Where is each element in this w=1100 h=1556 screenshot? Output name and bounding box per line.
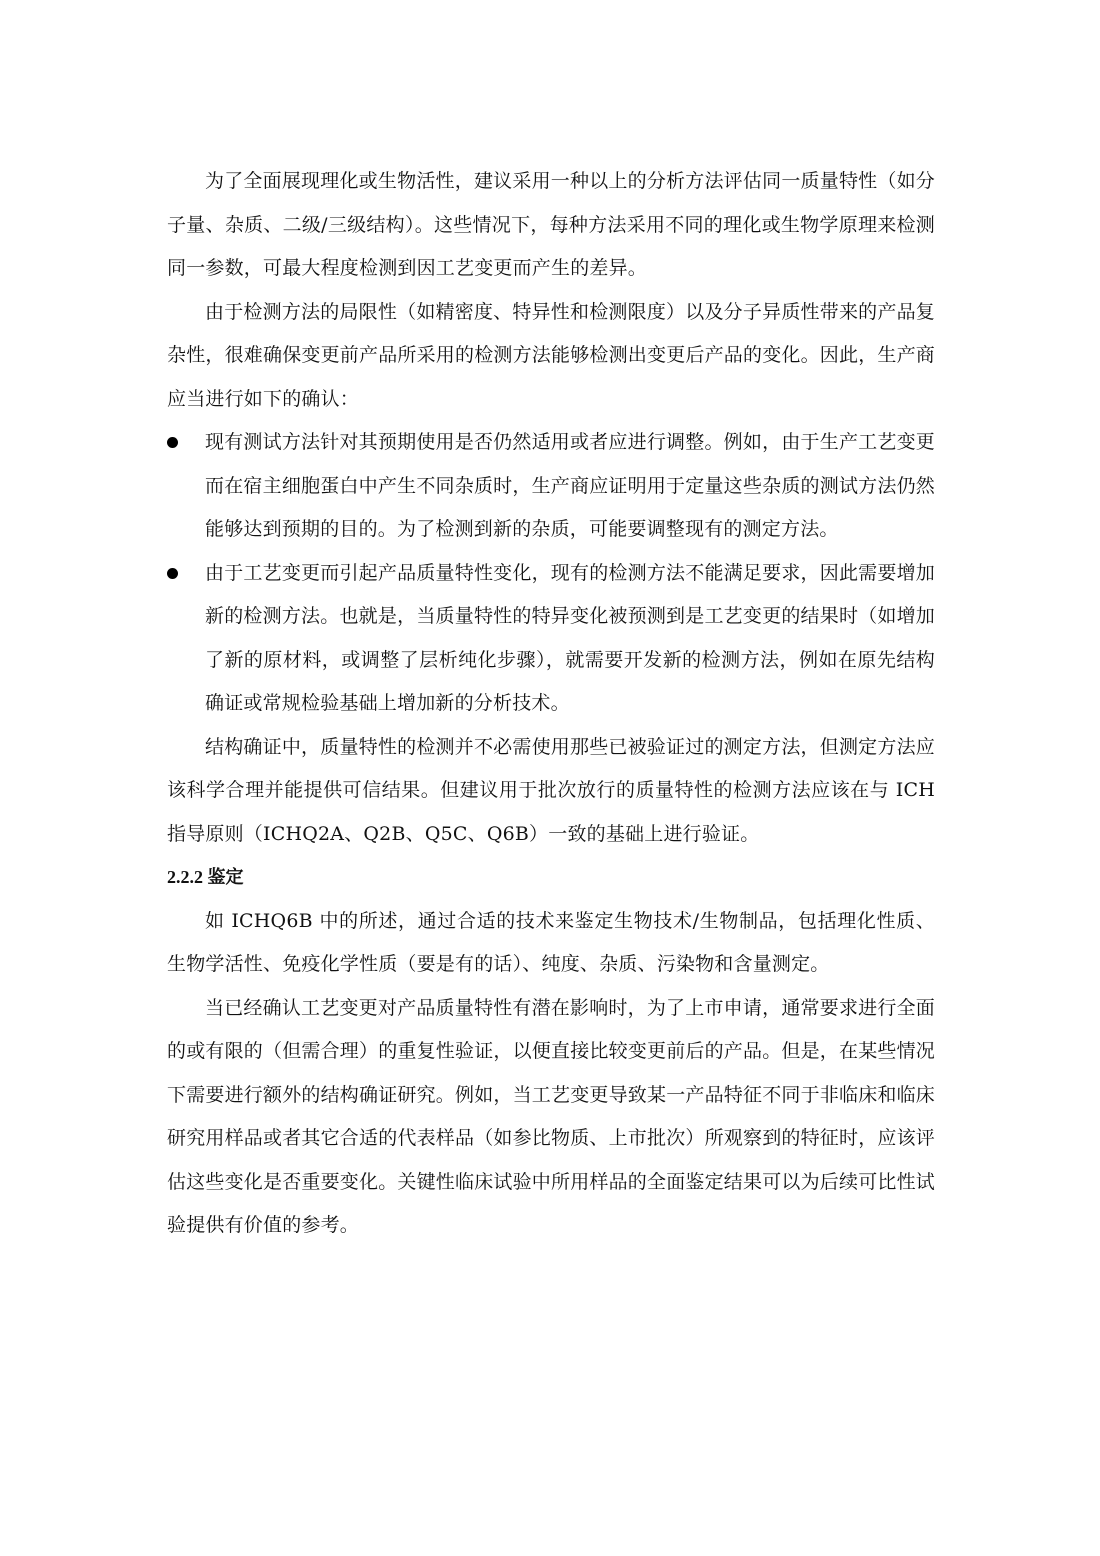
paragraph-process-change-impact: 当已经确认工艺变更对产品质量特性有潜在影响时，为了上市申请，通常要求进行全面的或有限的（但需合理）的重复性验证，以便直接比较变更前后的产品。但是，在某些情况下需要进行额外的结构确证研究。例如，当工艺变更导致某一产品特征不同于非临床和临床研究用样品或者其它合适的代表样品（如参比物质、上市批次）所观察到的特征时，应该评估这些变化是否重要变化。关键性临床试验中所用样品的全面鉴定结果可以为后续可比性试验提供有价值的参考。 (167, 996, 936, 1236)
document-page (167, 160, 935, 1248)
section-heading: 2.2.2 鉴定 (167, 867, 244, 887)
list-item (167, 421, 935, 552)
bullet-icon (167, 568, 178, 579)
paragraph-method-limitations: 由于检测方法的局限性（如精密度、特异性和检测限度）以及分子异质性带来的产品复杂性，很难确保变更前产品所采用的检测方法能够检测出变更后产品的变化。因此，生产商应当进行如下的确认： (167, 300, 936, 410)
bullet-icon (167, 437, 178, 448)
list-item-text: 现有测试方法针对其预期使用是否仍然适用或者应进行调整。例如，由于生产工艺变更而在宿主细胞蛋白中产生不同杂质时，生产商应证明用于定量这些杂质的测试方法仍然能够达到预期的目的。为了检测到新的杂质，可能要调整现有的测定方法。 (205, 431, 935, 540)
paragraph-characterization: 如 ICHQ6B 中的所述，通过合适的技术来鉴定生物技术/生物制品，包括理化性质、生物学活性、免疫化学性质（要是有的话）、纯度、杂质、污染物和含量测定。 (167, 909, 935, 975)
paragraph-structure-confirmation: 结构确证中，质量特性的检测并不必需使用那些已被验证过的测定方法，但测定方法应该科学合理并能提供可信结果。但建议用于批次放行的质量特性的检测方法应该在与 ICH 指导原则（ICHQ2A、Q2B、Q5C、Q6B）一致的基础上进行验证。 (167, 735, 935, 845)
paragraph-analytical-methods: 为了全面展现理化或生物活性，建议采用一种以上的分析方法评估同一质量特性（如分子量、杂质、二级/三级结构）。这些情况下，每种方法采用不同的理化或生物学原理来检测同一参数，可最大程度检测到因工艺变更而产生的差异。 (167, 170, 935, 279)
confirmation-list (167, 421, 935, 726)
list-item-text: 由于工艺变更而引起产品质量特性变化，现有的检测方法不能满足要求，因此需要增加新的检测方法。也就是，当质量特性的特异变化被预测到是工艺变更的结果时（如增加了新的原材料，或调整了层析纯化步骤），就需要开发新的检测方法，例如在原先结构确证或常规检验基础上增加新的分析技术。 (205, 561, 935, 714)
list-item (167, 552, 935, 726)
